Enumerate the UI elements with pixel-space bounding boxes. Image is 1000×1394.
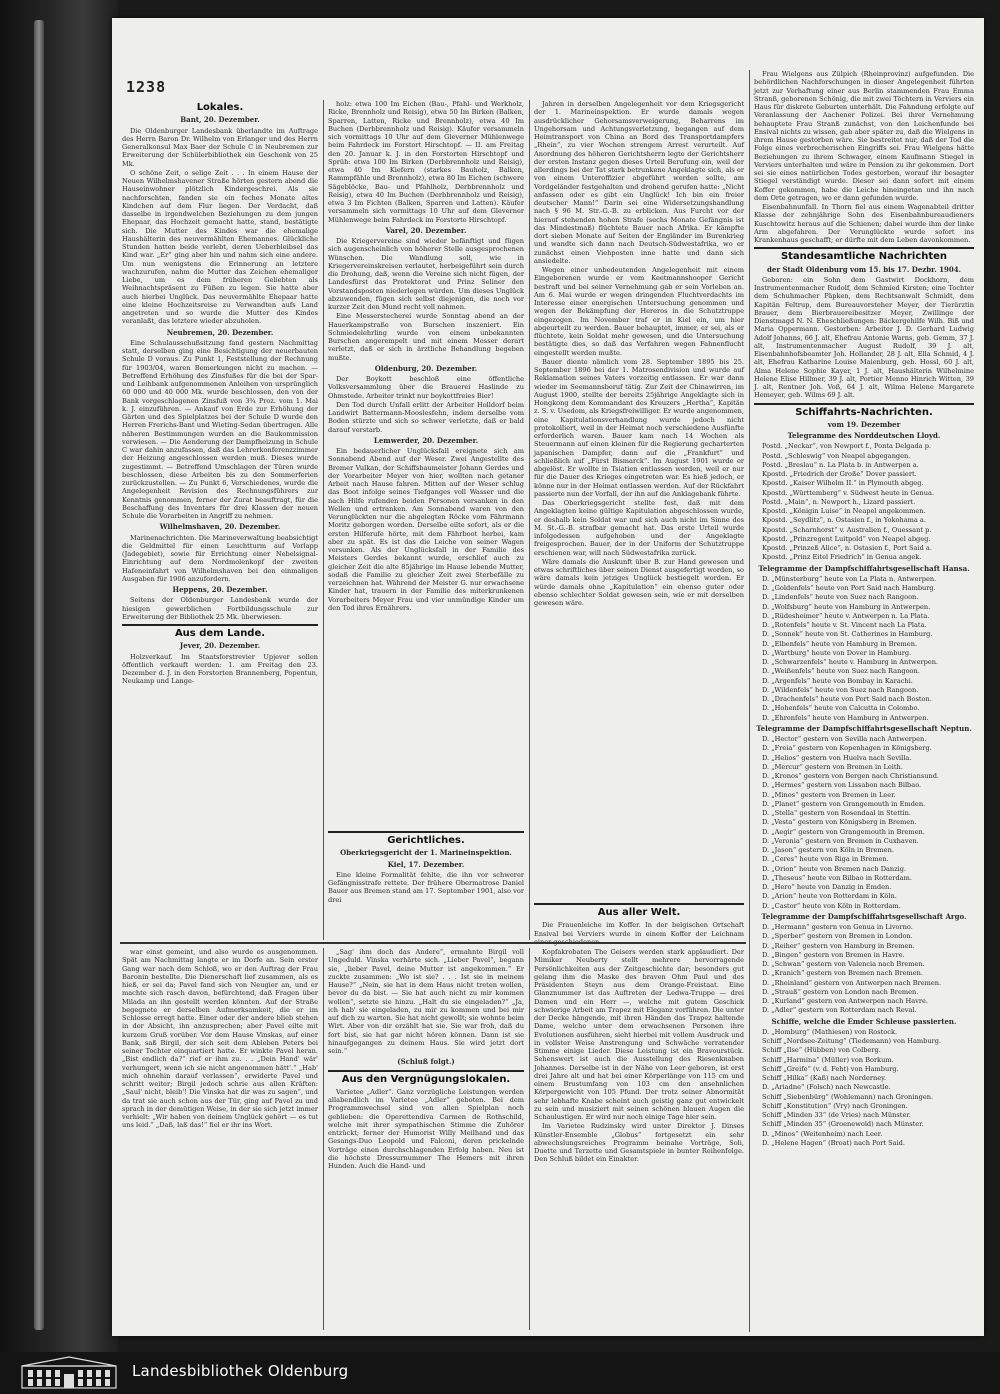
article-paragraph: Im Varietee Rudzinsky wird unter Direktor J. Dinses Künstler-Ensemble „Globus“ fortgesetzt ein sehr abwechslungsreiches Programm beinahe Vorträge, Soli, Duette und Terzette und Gesamtspiele in bunter Reihenfolge. Den Schluß bildet ein Einakter. xyxy=(534,1122,744,1164)
ship-report-line: D. „Strauß“ gestern von London nach Bremen. xyxy=(762,987,919,996)
ship-report-line: Postd. „Schleswig“ von Neapel abgegangen. xyxy=(762,451,911,460)
dateline: Varel, 20. Dezember. xyxy=(385,225,467,235)
feuilleton-paragraph: war einst gemeint, und also wurde es ausgenommen. Spät am Nachmittag langte er im Dorfe an. Sein erster Gang war nach dem Schloß, wo er den Auftrag der Frau Baronin bestellte. Die Dienerschaft lief zusammen, als es hieß, er sei da; Pavel fand sich von Neugier an, und er machte sich rasch davon, befürchtend, daß Fragen über Milada an ihn gestellt werden könnten. Auf der Straße begegnete er derselben Aufmerksamkeit, die er im Schlosse erregt hatte. Einer oder der andere blieb stehen in der Absicht, ihn anzusprechen; aber Pavel eilte mit kurzem Gruß vorüber. Vor dem Hause Vinskas, auf einer Bank, saß Birgil, der sich seit dem Ableben Peters bei seiner Tochter einquartiert hatte. Er winkte Pavel heran. „Bist endlich da?“ rief er ihm zu. . . „Dein Hand' wär' verhungert, wenn ich sie nicht angenommen hätt'.“ „Hab' mich ohnehin darauf verlassen“, erwiderte Pavel und schritt weiter; Birgil jedoch schrie aus allen Kräften: „Saul' nicht, bleib'! Die Vinska hat dir was zu sagen“, und da trat sie auch schon aus der Tür, ging auf Pavel zu und sprach in der demütigen Weise, in der sie sich jetzt immer verhielt: „Wir haben von deinem Unglück gehört — es tut uns leid.“ „Daß, laß das!“ fiel er ihr ins Wort. xyxy=(122,948,318,1130)
ship-report-line: D. „Wildenfels“ heute von Suez nach Rangoon. xyxy=(762,685,919,694)
article-paragraph: Die Oldenburger Landesbank überlandte im Auftrage des Herrn Baron Dr. Wilhelm von Erlanger und des Herrn Generalkonsul Max Baer der Schule C in Neubremen zur Erweiterung der Schülerbibliothek ein Geschenk von 25 Mk. xyxy=(122,126,318,168)
telegram-heading: Telegramme der Dampfschiffahrtsgesellschaft Neptun. xyxy=(756,723,972,733)
ship-report-line: Schiff „Minden 33“ (de Vries) nach Münster. xyxy=(762,1111,911,1119)
dateline: Heppens, 20. Dezember. xyxy=(172,585,268,594)
ship-report-line: D. „Goldenfels“ heute von Port Said nach Hamburg. xyxy=(762,584,936,592)
section-heading-gerichtliches: Gerichtliches. xyxy=(387,835,465,846)
feuilleton-divider xyxy=(120,942,746,944)
column-local-news xyxy=(122,100,318,920)
ship-report-line: Schiff „Minden 35“ (Groenewold) nach Münster. xyxy=(762,1120,924,1129)
ship-report-line: D. „Stella“ gestern von Rosendaal in Stettin. xyxy=(762,809,911,817)
dateline: Jever, 20. Dezember. xyxy=(179,641,261,651)
column-regional-news xyxy=(328,100,524,818)
ship-report-line: Postd. „Neckar“, von Newport f., Ponta Delgada p. xyxy=(762,442,932,451)
article-paragraph: Das Oberkriegsgericht stellte fest, daß mit dem Angeklagten keine gültige Kapitulation abgeschlossen wurde, er deshalb kein Soldat war und sich auch nicht im Sinne des M. St.-G.-B. strafbar gemacht hat. Das erste Urteil wurde infolgedessen aufgehoben und der Angeklagte freigesprochen. Bauer, der in der Uniform der Schutztruppe erschienen war, will nach Südwestafrika zurück. xyxy=(534,499,744,557)
column-world-news xyxy=(534,900,744,940)
ship-report-line: D. „Sperber“ gestern von Bremen in London. xyxy=(762,932,913,941)
ship-report-line: Schiff „Nordsee-Zeitung“ (Tiedemann) von Hamburg. xyxy=(762,1037,942,1045)
ship-report-line: Kpostd. „Kaiser Wilhelm II.“ in Plymouth abgeg. xyxy=(762,479,924,488)
ship-report-line: D. „Rüdesheimer“ heute v. Antwerpen n. La Plata. xyxy=(762,611,930,620)
book-binding xyxy=(0,0,118,1394)
library-footer xyxy=(0,1352,1000,1394)
ship-report-line: D. „Rheinland“ gestern von Antwerpen nach Bremen. xyxy=(762,978,942,987)
ship-report-line: Postd. „Main“, n. Newport h., Lizard passiert. xyxy=(762,497,916,506)
article-paragraph: Wegen einer unbedeutenden Angelegenheit mit einem Eingeborenen wurde er vom Keetmannshooper Gericht bestraft und bei seiner Vernehmung gab er sein Vorleben an. Am 6. Mai wurde er wegen dringenden Fluchtverdachts im Interesse einer energischen Untersuchung genommen und wegen der Bekämpfung der Hereros in die Schutztruppe eingezogen. Im November traf er in Kiel ein, um hier abgeurteilt zu werden. Bauer behauptet, immer, er sei, als er flüchtete, kein Soldat mehr gewesen, und die Untersuchung bestätigte dies, so daß das Verfahren wegen Fahnenflucht eingestellt werden mußte. xyxy=(534,266,744,357)
telegram-heading: Schiffe, welche die Emder Schleuse passierten. xyxy=(771,1016,957,1026)
ship-report-line: D. „Kurland“ gestern von Antwerpen nach Havre. xyxy=(762,997,928,1005)
telegram-heading: Telegramme der Dampfschiffahrtsgesellschaft Hansa. xyxy=(758,563,970,573)
ship-report-line: D. „Wartburg“ heute von Dover in Hamburg. xyxy=(762,648,912,657)
article-paragraph: Eine Messerstecherei wurde Sonntag abend an der Hauerkampstraße von Burschen inszeniert. Ein Schmiedelehrling wurde von einem unbekannten Burschen angerempelt und mit einem Messer derart verletzt, daß er sich in ärztliche Behandlung begeben mußte. xyxy=(328,312,524,362)
article-paragraph: Eine Schulausschußsitzung fand gestern Nachmittag statt, derselben ging eine Besichtigung der neuerbauten Schule D voraus. Zu Punkt 1, Feststellung der Rechnung für 1903/04, waren Bemerkungen nicht zu machen. — Betreffend Erhöhung des Zinsfußes für die bei der Spar- und Leihbank aufgenommenen Anleihen von ursprünglich 60 000 und 40 000 Mk. wurde beschlossen, den von der Bank vorgeschlagenen Zinsfuß von 3¾ Proz. vom 1. Mai k. J. einzuführen. — Ankauf von Erde zur Erhöhung der Gärten und des Spielplatzes bei der Schule D wurde den Herren Frerichs-Bant und Wieting-Sedan übertragen. Alle näheren Bestimmungen wurden an die Baukommission verwiesen. — Die Aenderung der Dampfheizung in Schule C war dahin anzufassen, daß das Lehrerkonferenzzimmer der Heizung angeschlossen werden muß. Dieses wurde zugestimmt. — Betreffend Umschlagen der Türen wurde beschlossen, diese Arbeiten bis zu den Sommerferien zurückzustellen. — Zu Punkt 6, Verschiedenes, wurde die Angelegenheit Revision des Rechnungsführers zur Kenntnis genommen, ferner der Zurat beauftragt, für die Beschaffung des Inventars für drei Klassen der neuen Schule die Vorarbeiten in Angriff zu nehmen. xyxy=(122,338,318,520)
ship-report-line: D. „Ehrenfels“ heute von Hamburg in Antwerpen. xyxy=(762,713,929,722)
column-divider xyxy=(323,100,324,940)
ship-list-emden xyxy=(754,1028,974,1147)
feuilleton-column-left xyxy=(122,948,318,1330)
ship-report-line: Schiff „Harmina“ (Müller) von Borkum. xyxy=(762,1055,894,1064)
section-rule xyxy=(754,247,974,249)
ship-report-line: D. „Homburg“ (Mathiesen) von Rostock. xyxy=(762,1027,898,1036)
ship-report-line: Kpostd. „Scharnhorst“ v. Australien f., Ouessant p. xyxy=(762,525,932,534)
ship-report-line: D. „Münsterburg“ heute von La Plata n. Antwerpen. xyxy=(762,574,937,583)
shipping-subheading: vom 19. Dezember xyxy=(827,419,901,429)
newspaper-page xyxy=(112,18,984,1336)
ship-report-line: D. „Schwan“ gestern von Valencia nach Bremen. xyxy=(762,960,925,968)
article-paragraph: Eisenbahnunfall. In Thorn fiel aus einem Wagenabteil dritter Klasse der zehnjährige Sohn des Eisenbahnbureaudieners Kuschtowitz heraus auf die Schienen; dabei wurde ihm der linke Arm abgefahren. Der Verunglückte wurde sofort ins Krankenhaus geschafft; er dürfte mit dem Leben davonkommen. xyxy=(754,203,974,244)
column-court-continued xyxy=(534,100,744,900)
article-paragraph: Varietee „Adler“. Ganz vorzügliche Leistungen werden allabendlich im Varietee „Adler“ geboten. Bei dem Programmwechsel sind von allen Spielplan noch geblieben: die Operettendiva Carmen de Rothschild, welche mit ihrer sympathischen Stimme die Zuhörer entzückt; ferner der Humorist Willy Meilhand und das Gesangs-Duo Leopold und Falconi, deren prickelnde Vorträge einen durchschlagenden Erfolg haben. Neu ist die höchste Dressurnummer The Hemers mit ihren Hunden. Auch die Hand- und xyxy=(328,1087,524,1170)
ship-report-line: D. „Arion“ heute von Rotterdam in Köln. xyxy=(762,892,897,901)
ship-report-line: D. „Ariadne“ (Folsch) nach Newcastle. xyxy=(762,1083,891,1092)
ship-report-line: Kpostd. „Württemberg“ v. Südwest heute in Genua. xyxy=(762,488,935,497)
ship-report-line: D. „Minos“ gestern von Bremen in Leer. xyxy=(762,790,896,799)
article-paragraph: Die Kriegervereine sind wieder befänftigt und fügen sich augenscheinlich von höherer Stelle ausgesprochenen Wünschen. Die Wandlung soll, wie in Kriegervereinskreisen verlautet, herbeigeführt sein durch die Drohung, daß, wenn die Vereine sich nicht fügen, der Landesfürst das Protektorat und Prinz Seliner den Vorstandsposten niederlegen würden. Um dieses Unglück abzuwenden, fügen sich selbst diejenigen, die noch vor kurzer Zeit den Mund recht voll nahmen. xyxy=(328,237,524,311)
ship-report-line: D. „Planet“ gestern von Grangemouth in Emden. xyxy=(762,799,926,808)
article-paragraph: Geboren: ein Sohn dem Gastwirt Dockhorn, dem Instrumentenmacher Rudolf, dem Schmied Kirsten; eine Tochter dem Schuhmacher Päpken, dem Rechtsanwalt Schmidt, dem Kapitän Feltrup, dem Bureauvorsteher Meyer, der Tierärztin Brauer, dem Bierbrauereibesitzer Meyer, Zwillinge der Dienstmagd N. N. Eheschließungen: Bäckergehilfe Wilh. Biß und Maria Oppermann. Gestorben: Arbeiter J. D. Gerhard Ludwig Adolf Johanns, 66 J. alt, Ehefrau Antonie Warns, geb. Gemm, 37 J. alt, Instrumentenmacher August Rudolf, 39 J. alt, Eisenbahnhofsbeamter Joh. Hollander, 28 J. alt, Ella Schmid, 4 J. alt, Ehefrau Katharine Louise Maienburg, geb. Hossl, 60 J. alt, Alma Helene Sophie Kayer, 1 J. alt, Haushälterin Wilhelmine Helene Elise Hillmer, 39 J. alt, Portier Menno Hinrich Witten, 39 J. alt, Rentner Joh. Voß, 64 J. alt, Wilma Helene Margarete Hemeyer, geb. Wilms 69 J. alt. xyxy=(754,275,974,400)
section-rule xyxy=(328,1070,524,1072)
dateline: Kiel, 17. Dezember. xyxy=(387,859,465,869)
ship-report-line: Kpostd. „Königin Luise“ in Neapel angekommen. xyxy=(762,507,926,515)
dateline: Oldenburg, 20. Dezember. xyxy=(374,363,478,373)
ship-report-line: Schiff „Greife“ (v. d. Feht) von Hamburg. xyxy=(762,1064,899,1073)
article-paragraph: Kopfakrobaten The Geisers werden stark applaudiert. Der Mimiker Neuberty stellt mehrere hervorragende Persönlichkeiten aus der Zeitgeschichte dar; besonders gut gelang ihm die Maske des braven Ohm Paul und des Präsidenten Steyn aus dem Orange-Freistaat. Eine Glanznummer ist das Auftreten der Ledwa-Truppe — drei Damen und ein Herr —, welche mit gutem Geschick schwierige Arbeit am Trapez mit Eleganz vorführen. Die unter der Decke hängende, mit ihren Händen das Trapez haltende Dame, welche unter dem erwachsenen Personen ihre Evolutionen ausführen, sieht hierbei mit vollem Ausdruck und in vollster Weise Anstrengung und Schwäche verratender Stimme einige Lieder. Diese Leistung ist ein Bravourstück. Sehenswert ist auch die Ausstellung des Riesenknaben Johannes. Derselbe ist in der Nähe von Leer geboren, ist erst drei Jahre alt und hat bei einer Körperlänge von 115 cm und einem Brustumfang von 103 cm den ansehnlichen Körpergewicht von 105 Pfund. Der trotz seiner Abnormität sehr lebhafte Knabe scheint auch geistig ganz gut entwickelt zu sein und musiziert mit seinen schönen blauen Augen die Schaulustigen. Er wird nur noch einige Tage hier sein. xyxy=(534,948,744,1121)
section-heading-aus-aller-welt: Aus aller Welt. xyxy=(597,907,681,918)
dateline: Lemwerder, 20. Dezember. xyxy=(373,435,479,445)
dateline: Neubremen, 20. Dezember. xyxy=(166,327,274,337)
ship-report-line: D. „Hero“ heute von Danzig in Emden. xyxy=(762,883,892,891)
ship-report-line: Schiff „Konstitution“ (Vry) nach Groningen. xyxy=(762,1101,908,1110)
section-rule xyxy=(328,831,524,833)
ship-report-line: D. „Veronia“ gestern von Bremen in Cuxhaven. xyxy=(762,836,919,845)
article-paragraph: Ein bedauerlicher Unglücksfall ereignete sich am Sonnabend Abend auf der Weser. Zwei Angestellte des Bremer Vulkan, der Schiffsbaumeister Johann Gerdes und der Vorarbeiter Meyer von hier, wollten nach getaner Arbeit nach Hause fahren. Mitten auf der Weser schlug das Boot infolge seines Tiefganges voll Wasser und die nach Hilfe rufenden beiden Personen versanken in den Wellen und ertranken. Am Sonnabend waren von den Verunglückten nur die abgelegten Röcke vom Fährmann Moritz geborgen worden. Derselbe eilte sofort, als er die ersten Hilferufe hörte, mit dem Fährboot herbei, kam aber zu spät. Es ist das die Leiche von seiner Wagen versunken. Als der Unglücksfall in der Familie des Meisters Gerdes bekannt wurde, erschlief auch zu gleicher Zeit die alte 85jährige im Hause lebende Mutter, sodaß die Familie zu gleicher Zeit zwei Sterbefälle zu verzeichnen hat. Während der Meister G. nur erwachsene Kinder hat, trauern in der Familie des miterkrunkenen Vorarbeiters Meyer Frau und vier unmündige Kinder um den Tod ihres Ernährers. xyxy=(328,447,524,612)
library-building-logo xyxy=(20,1356,118,1390)
dateline: Bant, 20. Dezember. xyxy=(180,115,260,125)
section-rule xyxy=(122,624,318,626)
article-paragraph: Die Frauenleiche im Koffer. In der belgischen Ortschaft Ensival bei Verviers wurde in einem Koffer der Leichnam xyxy=(534,921,744,938)
article-paragraph: Jahren in derselben Angelegenheit vor dem Kriegsgericht der 1. Marineinspektion. Er wurde damals wegen ausdrücklicher Gehorsamsverweigerung, Beharrens im Ungehorsam und Achtungsverletzung, begangen auf dem Heimtransport von China an Bord des Transportdampfers „Rhein“, zu vier Wochen strengem Arrest verurteilt. Auf Anordnung des höheren Gerichtsherrn legte der Gerichtsherr der ersten Instanz gegen dieses Urteil Berufung ein, weil der allerdings bei der Tat stark betrunkene Angeklagte sich, als er von einem Unteroffizier abgeführt werden sollte, am Vordgeländer festgehalten und drohend gerufen hatte: „Nicht anfassen oder es gibt ein Unglück! Ich bin ein freier deutscher Mann!“ Darin sei eine Widersetzungshandlung nach § 96 M. Str.-G.-B. zu erblicken. Aus Furcht vor der hierauf stehenden hohen Strafe (sechs Monate Gefängnis ist das Mindestmaß) flüchtete Bauer nach Afrika. Er kämpfte dort sieben Monate auf Seiten der Engländer im Burenkrieg und wandte sich dann nach Deutsch-Südwestafrika, wo er zunächst einen Viehposten inne hatte und dann sich ansiedelte. xyxy=(534,100,744,265)
ship-report-line: Schiff „Ilse“ (Hübben) von Colberg. xyxy=(762,1046,881,1055)
ship-report-line: Kpostd. „Prinzeß Alice“, n. Ostasien f., Port Said a. xyxy=(762,544,932,552)
article-paragraph: O schöne Zeit, o selige Zeit . . . In einem Hause der Neuen Wilhelmshavener Straße hörten gestern abend die Hauseinwohner plötzlich Kindergeschrei. Als sie nachforschten, fanden sie ein feches Monate altes Kindchen auf dem Flur liegen. Der Verdacht, daß dasselbe in irgendwelchen Beziehungen zu dem jungen Ehepaar, das Hochzeit gemacht hatte, stand, bestätigte sich. Die Mutter des Kindes war die ehemalige Haushälterin des neuvermählten Ehemannes. Glückliche Stunden hatten beide verlebt, deren Ueberbleibsel das Kind war. „Er“ ging aber hin und nahm sich eine andere. Um nun wenigstens die Erinnerung an letztere wachzurufen, nahm die Mutter das Zeichen ehemaliger Liebe, um es dem früheren Geliebten als Weihnachtspräsent zu Füßen zu legen. Sie hatte aber auch hierbei Unglück. Das neuvermählte Ehepaar hatte eine kleine Hochzeitsreise zu Verwandten aufs Land angetreten und so wurde die Mutter des Kindes veranlaßt, das letztere wieder abzuholen. xyxy=(122,168,318,326)
ship-report-line: Kpostd. „Friedrich der Große“ Dover passiert. xyxy=(762,470,917,478)
article-paragraph: holz: etwa 100 Im Eichen (Bau-, Pfahl- und Werkholz, Ricke, Brennholz und Reisig), etwa 50 Im Birken (Balken, Sparren, Latten, Ricke und Brennholz), etwa 40 Im Buchen (Derbbrennholz und Reisig). Käufer versammeln sich vormittags 10 Uhr auf dem Gleverner Mühlenwege beim Fahrdeck im Forstort Hirschtopf. — II. am Freitag den 20. Januar k. J. in den Forstorten Hirschtopf und Sprüh: etwa 100 Im Birken (Derbbrennholz und Reisig), etwa 40 Im Kiefern (starkes Bauholz, Balken, Rammpfähle und Brennholz), etwa 80 Im Eichen (schwere Sägeblöcke, Bau- und Pfahlholz, Derbbrennholz und Reisig), etwa 40 Im Buchen (Derbbrennholz und Reisig), etwa 3 Im Fichten (Balken, Sparren und Latten). Käufer versammeln sich vormittags 10 Uhr auf dem Gleverner Mühlenwege beim Fahrdeck im Forstorte Hirschtopf. xyxy=(328,100,524,224)
section-rule xyxy=(754,403,974,405)
article-paragraph: Frau Wielgens aus Zülpich (Rheinprovinz) aufgefunden. Die behördlichen Nachforschungen in dieser Angelegenheit führten jetzt zur Verhaftung einer aus Berlin stammenden Frau Emma Stranß, geborenen Schönig, die mit zwei Töchtern in Verviers ein Haus für diskrete Geburten unterhält. Die Fahndung erfolgte auf Veranlassung der Aachener Polizei. Bei ihrer Vernehmung behauptete Frau Stranß zunächst, von den Leichenfunde bei Ensival nichts zu wissen, gab aber später zu, daß die Wielgens in ihrem Hause gestorben wäre. Sie bestreitet nur, daß der Tod die Folge eines verbrecherischen Eingriffs sei. Frau Wielgens hätte Beziehungen zu ihrem Schwager, einem Kaufmann Stiegel in Verviers unterhalten und wäre in Pension zu ihr gekommen. Dort sei sie eines natürlichen Todes gestorben, worauf ihr besagter Stiegel verständigt wurde. Dieser sei dann sofort mit einem Koffer gekommen, habe die Leiche hineingetan und ihn nach dem Orte getragen, wo er dann gefunden wurde. xyxy=(754,70,974,202)
ship-report-line: D. „Reiher“ gestern von Hamburg in Bremen. xyxy=(762,941,915,950)
ship-report-line: Kpostd. „Prinz Eitel Friedrich“ in Genua angek. xyxy=(762,553,922,562)
ship-report-line: D. „Helios“ gestern von Huelva nach Sevilla. xyxy=(762,753,912,762)
ship-report-line: Postd. „Breslau“ n. La Plata b. in Antwerpen a. xyxy=(762,460,919,469)
ship-report-line: D. „Theseus“ heute von Bilbao in Rotterdam. xyxy=(762,873,912,882)
column-court-news xyxy=(328,828,524,940)
article-paragraph: Der Boykott beschloß eine öffentliche Volksversammlung über die Brauerei Haslinde zu Ohmstede. Arbeiter trinkt nur boykottfreies Bier! xyxy=(328,375,524,400)
section-heading-standesamt: Standesamtliche Nachrichten xyxy=(780,251,948,263)
ship-report-line: D. „Weißenfels“ heute von Suez nach Rangoon. xyxy=(762,667,920,676)
telegram-heading: Telegramme des Norddeutschen Lloyd. xyxy=(787,431,941,440)
ship-report-line: D. „Kranich“ gestern von Bremen nach Bremen. xyxy=(762,969,924,978)
library-name: Landesbibliothek Oldenburg xyxy=(132,1362,349,1380)
article-paragraph: Marinenachrichten. Die Marineverwaltung beabsichtigt die Geldmittel für einen Leuchtturm auf Vorlapp (Jadegebiet), sowie für Errichtung einer Nebelsignal-Einrichtung auf dem Nordmolenkopf der zweiten Hafeneinfahrt von Wilhelmshaven bei den einmaligen Ausgaben für 1906 anzufordern. xyxy=(122,533,318,583)
column-divider xyxy=(749,70,750,1332)
ship-report-line: Schiff „Hilka“ (Kaß) nach Norderney. xyxy=(762,1074,887,1082)
article-paragraph: Holzverkauf. Im Staatsforstrevier Upjever sollen öffentlich verkauft werden: 1. am Freitag den 23. Dezember d. J. in den Forstorten Brannenberg, Popentun, Neukamp und Lange- xyxy=(122,652,318,686)
ship-report-line: D. „Orion“ heute von Bremen nach Danzig. xyxy=(762,864,907,873)
article-paragraph: Wäre damals die Auskunft über B. zur Hand gewesen und etwas schriftliches über seinen Dienst ausgefertigt worden, so wäre damals kein jetziges Unglück bestiegelt worden. Er würde damals ohne „Kapitulation“ ein ebenso guter oder ebenso schlechter Soldat gewesen sein, wie er mit derselben gewesen wäre. xyxy=(534,557,744,607)
ship-list-lloyd xyxy=(754,442,974,561)
article-paragraph: Eine kleine Formalität fehlte, die ihn vor schwerer Gefängnisstrafe rettete. Der frühere Obermatrose Daniel Bauer aus Bremen stand am 17. September 1901, also vor drei xyxy=(328,870,524,904)
ship-report-line: Schiff „Siebenbürg“ (Wohlemann) nach Groningen. xyxy=(762,1092,934,1101)
ship-list-argo xyxy=(754,923,974,1015)
ship-report-line: D. „Kronos“ gestern von Bergen nach Christiansund. xyxy=(762,772,940,780)
section-heading-entertainment: Aus den Vergnügungslokalen. xyxy=(341,1073,511,1085)
ship-report-line: D. „Vesta“ gestern von Königsberg in Bremen. xyxy=(762,818,917,827)
article-paragraph: Den Tod durch Unfall erlitt der Arbeiter Holldorf beim Landwirt Battermann-Mooslesfehn, indem derselbe vom Boden stürzte und sich so schwer verletzte, daß er bald darauf verstarb. xyxy=(328,400,524,434)
ship-report-line: D. „Drachenfels“ heute von Port Said nach Boston. xyxy=(762,695,932,703)
article-paragraph: Bauer diente nämlich vom 28. September 1895 bis 25. September 1896 bei der 1. Matrosendivision und wurde auf Reklamation seines Vaters vorzeitig entlassen. Er war dann wieder im Seemannsberuf tätig. Zur Zeit der Chinawirren, im August 1900, stellte der bereits 25jährige Angeklagte sich in Hongkong dem Kommandant des Kreuzers „Hertha“, Kapitän z. S. v. Usedom, als Kriegsfreiwilliger. Er wurde angenommen, eine Kapitulationsverhandlung wurde jedoch nicht protokolliert, weil in der Heimat noch verschiedene Ausfünfte erforderlich waren. Bauer kam nach 14 Wochen als Steuermann auf einen kleinen für die Regierung gecharterten japanischen Dampfer, dann auf die „Frankfurt“ und schließlich auf „Fürst Bismarck“. Im August 1901 wurde er abgelöst. Er wollte in Tsiatien entlassen werden, weil er nur für die Dauer des Krieges eingetreten war. Es hieß jedoch, er könne nur in der Heimat entlassen werden. Auf der Rückfahrt passierte nun der Vorfall, der ihn auf die Anklagebank führte. xyxy=(534,357,744,498)
ship-report-line: Kpostd. „Prinzregent Luitpold“ von Neapel abgeg. xyxy=(762,534,931,543)
ship-report-line: D. „Adler“ gestern von Rotterdam nach Reval. xyxy=(762,1006,917,1015)
ship-list-hansa xyxy=(754,575,974,722)
feuilleton-column-right xyxy=(534,948,744,1330)
column-divider xyxy=(323,948,324,1330)
continuation-note: (Schluß folgt.) xyxy=(397,1057,455,1067)
ship-report-line: D. „Elbenfels“ heute von Hamburg in Bremen. xyxy=(762,639,918,648)
ship-report-line: D. „Freia“ gestern von Kopenhagen in Königsberg. xyxy=(762,744,932,753)
section-rule xyxy=(534,903,744,905)
feuilleton-paragraph: „Sag' ihm doch das Andere“, ermahnte Birgil voll Ungeduld. Vinska verhärte sich. „Lieber Pavel“, begann sie, „lieber Pavel, deine Mutter ist angekommen.“ Er zuckte zusammen: „Wo ist sie? . . . Ist sie in meinem Hause?“ „Nein, sie hat in dem Haus nicht treten wollen, bevor du da bist. — Sie hat auch nicht zu mir kommen wollen“, setzte sie hinzu. „Halt du sie eingeladen?“ „Ja, ich hab' sie eingeladen, zu mir zu kommen und bei mir auf dich zu warten. Sie hat nicht gewollt; sie wohnte beim Wirt. Aber von dir erzählt hat sie. Sie war froh, daß du fort bist, sie hat gar nicht hören können. Dann ist sie hinaufgegangen zu deinem Haus. Sie wird jetzt dort sein.“ xyxy=(328,948,524,1055)
ship-report-line: D. „Schwarzenfels“ heute v. Hamburg in Antwerpen. xyxy=(762,658,939,666)
binding-edge xyxy=(34,20,44,1330)
ship-report-line: D. „Castor“ heute von Köln in Rotterdam. xyxy=(762,901,901,910)
ship-report-line: Kpostd. „Seydlitz“, n. Ostasien f., in Yokohama a. xyxy=(762,516,926,525)
ship-report-line: D. „Hermann“ gestern von Genua in Livorno. xyxy=(762,923,913,931)
ship-report-line: D. „Argenfels“ heute von Bombay in Karachi. xyxy=(762,676,913,685)
ship-report-line: D. „Lindenfels“ heute von Suez nach Rangoon. xyxy=(762,593,919,602)
section-heading-aus-dem-lande: Aus dem Lande. xyxy=(174,628,266,639)
ship-list-neptun xyxy=(754,735,974,910)
ship-report-line: D. „Hohenfels“ heute von Calcutta in Colombo. xyxy=(762,704,920,713)
ship-report-line: D. „Hector“ gestern von Sevilla nach Antwerpen. xyxy=(762,735,927,743)
page-number: 1238 xyxy=(126,78,167,96)
civil-subheading: der Stadt Oldenburg vom 15. bis 17. Dezbr. 1904. xyxy=(766,264,962,274)
ship-report-line: D. „Helene Hagen“ (Broat) nach Port Said. xyxy=(762,1138,905,1147)
ship-report-line: D. „Rotenfels“ heute v. St. Vincent nach La Plata. xyxy=(762,621,927,629)
ship-report-line: D. „Wolfsburg“ heute von Hamburg in Antwerpen. xyxy=(762,602,931,611)
section-heading-shipping: Schiffahrts-Nachrichten. xyxy=(795,406,933,418)
ship-report-line: D. „Sonnek“ heute von St. Catherines in Hamburg. xyxy=(762,630,933,639)
telegram-heading: Telegramme der Dampfschiffahrtsgesellschaft Argo. xyxy=(761,911,967,921)
ship-report-line: D. „Aegir“ gestern von Grangemouth in Bremen. xyxy=(762,827,925,836)
ship-report-line: D. „Minos“ (Weitenheim) nach Leer. xyxy=(762,1129,883,1138)
ship-report-line: D. „Ceres“ heute von Riga in Bremen. xyxy=(762,855,889,864)
column-civil-and-shipping xyxy=(754,70,974,1332)
dateline: Wilhelmshaven, 20. Dezember. xyxy=(159,522,281,532)
ship-report-line: D. „Jason“ gestern von Köln in Bremen. xyxy=(762,846,894,854)
court-subheading: Oberkriegsgericht der 1. Marineinspektion. xyxy=(340,848,512,858)
ship-report-line: D. „Hermes“ gestern von Lissabon nach Bilbao. xyxy=(762,781,922,790)
article-paragraph: Seitens der Oldenburger Landesbank wurde der hiesigen gewerblichen Fortbildungsschule zur Erweiterung der Bibliothek 25 Mk. überwiesen. xyxy=(122,596,318,621)
column-divider xyxy=(529,100,530,940)
feuilleton-column-middle xyxy=(328,948,524,1330)
column-divider xyxy=(529,948,530,1330)
ship-report-line: D. „Bingen“ gestern von Bremen in Havre. xyxy=(762,950,905,959)
section-heading-lokales: Lokales. xyxy=(196,102,244,113)
ship-report-line: D. „Mercur“ gestern von Bremen in Leith. xyxy=(762,762,903,771)
